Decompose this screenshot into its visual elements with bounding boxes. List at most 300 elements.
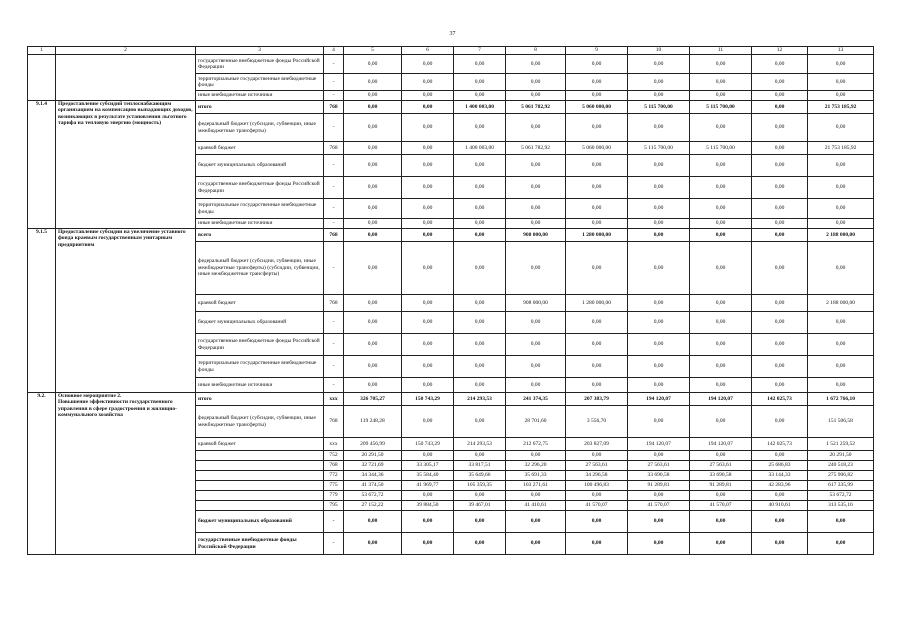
row-number: 9.2. (28, 393, 56, 555)
value-cell: 0,00 (752, 295, 808, 312)
value-cell: 0,00 (752, 334, 808, 356)
measure-title: Основное мероприятие 2. (58, 393, 122, 399)
value-cell: 0,00 (566, 74, 628, 91)
code-cell: - (324, 74, 344, 91)
value-cell: 0,00 (402, 242, 454, 295)
value-cell: 40 910,61 (752, 501, 808, 511)
source-cell: иные внебюджетные источники (196, 91, 324, 101)
value-cell: 21 753 185,92 (808, 142, 874, 155)
value-cell: 0,00 (566, 451, 628, 461)
value-cell: 0,00 (690, 378, 752, 393)
value-cell: 194 120,07 (628, 438, 690, 451)
value-cell: 207 383,79 (566, 393, 628, 406)
value-cell: 0,00 (506, 356, 566, 378)
value-cell: 0,00 (344, 114, 402, 142)
code-cell: - (324, 356, 344, 378)
value-cell: 0,00 (454, 242, 506, 295)
value-cell: 0,00 (344, 334, 402, 356)
value-cell: 194 120,07 (690, 393, 752, 406)
value-cell: 214 293,53 (454, 438, 506, 451)
value-cell: 0,00 (402, 334, 454, 356)
value-cell: 0,00 (628, 177, 690, 199)
value-cell: 32 296,20 (506, 461, 566, 471)
code-cell: 795 (324, 501, 344, 511)
row-description (56, 55, 196, 101)
value-cell: 0,00 (344, 229, 402, 242)
value-cell: 20 291,50 (344, 451, 402, 461)
value-cell: 5 060 000,00 (566, 101, 628, 114)
code-cell: - (324, 114, 344, 142)
value-cell: 0,00 (752, 142, 808, 155)
source-cell: иные внебюджетные источники (196, 219, 324, 229)
value-cell: 0,00 (628, 378, 690, 393)
source-cell: краевой бюджет (196, 438, 324, 451)
value-cell: 1 280 000,00 (566, 295, 628, 312)
column-header: 4 (324, 47, 344, 55)
value-cell: 0,00 (808, 312, 874, 334)
code-cell: - (324, 199, 344, 219)
value-cell: 0,00 (690, 406, 752, 438)
column-header: 13 (808, 47, 874, 55)
value-cell: 0,00 (506, 74, 566, 91)
table-row (28, 229, 874, 242)
code-cell: 772 (324, 471, 344, 481)
source-cell (196, 451, 324, 461)
value-cell: 0,00 (690, 312, 752, 334)
value-cell: 150 743,29 (402, 438, 454, 451)
value-cell: 0,00 (628, 511, 690, 533)
value-cell: 0,00 (402, 378, 454, 393)
value-cell: 41 410,61 (506, 501, 566, 511)
value-cell: 0,00 (566, 114, 628, 142)
value-cell: 0,00 (752, 177, 808, 199)
row-description (56, 393, 196, 555)
value-cell: 25 686,83 (752, 461, 808, 471)
value-cell: 0,00 (506, 219, 566, 229)
value-cell: 0,00 (506, 451, 566, 461)
value-cell: 0,00 (506, 242, 566, 295)
source-cell: бюджет муниципальных образований (196, 155, 324, 177)
value-cell: 0,00 (690, 55, 752, 74)
value-cell: 0,00 (402, 356, 454, 378)
value-cell: 0,00 (690, 91, 752, 101)
value-cell: 0,00 (752, 229, 808, 242)
value-cell: 2 188 000,00 (808, 229, 874, 242)
value-cell: 0,00 (808, 199, 874, 219)
value-cell: 0,00 (628, 295, 690, 312)
value-cell: 2 188 000,00 (808, 295, 874, 312)
value-cell: 35 649,66 (454, 471, 506, 481)
value-cell: 0,00 (344, 142, 402, 155)
value-cell: 0,00 (566, 356, 628, 378)
table-row (28, 393, 874, 406)
value-cell: 617 335,99 (808, 481, 874, 491)
value-cell: 0,00 (402, 219, 454, 229)
value-cell: 0,00 (808, 378, 874, 393)
value-cell: 0,00 (344, 312, 402, 334)
value-cell: 0,00 (402, 74, 454, 91)
value-cell: 0,00 (454, 511, 506, 533)
budget-table (27, 46, 874, 555)
value-cell: 0,00 (402, 406, 454, 438)
value-cell: 0,00 (506, 511, 566, 533)
value-cell: 194 120,07 (628, 393, 690, 406)
value-cell: 35 691,33 (506, 471, 566, 481)
value-cell: 35 584,40 (402, 471, 454, 481)
value-cell: 0,00 (454, 74, 506, 91)
value-cell: 0,00 (808, 533, 874, 555)
value-cell: 0,00 (752, 155, 808, 177)
value-cell: 0,00 (690, 451, 752, 461)
value-cell: 0,00 (454, 295, 506, 312)
code-cell: 768 (324, 142, 344, 155)
value-cell: 0,00 (344, 177, 402, 199)
source-cell: федеральный бюджет (субсидии, субвенции, иные межбюджетные трансферты) (196, 406, 324, 438)
column-header: 1 (28, 47, 56, 55)
value-cell: 0,00 (344, 378, 402, 393)
code-cell: - (324, 91, 344, 101)
value-cell: 0,00 (402, 451, 454, 461)
column-header: 2 (56, 47, 196, 55)
value-cell: 0,00 (752, 91, 808, 101)
value-cell: 41 570,07 (628, 501, 690, 511)
value-cell: 212 672,75 (506, 438, 566, 451)
value-cell: 91 289,81 (628, 481, 690, 491)
value-cell: 0,00 (752, 242, 808, 295)
value-cell: 0,00 (628, 334, 690, 356)
value-cell: 0,00 (506, 155, 566, 177)
source-cell: краевой бюджет (196, 295, 324, 312)
source-cell: бюджет муниципальных образований (196, 312, 324, 334)
value-cell: 105 359,35 (454, 481, 506, 491)
value-cell: 33 305,17 (402, 461, 454, 471)
value-cell: 27 563,61 (628, 461, 690, 471)
value-cell: 0,00 (506, 55, 566, 74)
value-cell: 0,00 (690, 356, 752, 378)
value-cell: 0,00 (506, 378, 566, 393)
value-cell: 1 400 003,00 (454, 142, 506, 155)
source-cell: федеральный бюджет (субсидии, субвенции, иные межбюджетные трансферты) (субсидии, субвенции, иные межбюджетные трансферты) (196, 242, 324, 295)
column-header: 9 (566, 47, 628, 55)
value-cell: 0,00 (566, 491, 628, 501)
value-cell: 0,00 (344, 74, 402, 91)
code-cell: ххх (324, 393, 344, 406)
value-cell: 1 672 766,10 (808, 393, 874, 406)
value-cell: 41 374,50 (344, 481, 402, 491)
value-cell: 0,00 (690, 229, 752, 242)
value-cell: 0,00 (402, 199, 454, 219)
source-cell: территориальные государственные внебюджетные фонды (196, 356, 324, 378)
value-cell: 0,00 (454, 312, 506, 334)
row-description: Предоставление субсидии на увеличение уставного фонда краевым государственным унитарным предприятиям (56, 229, 196, 393)
value-cell: 42 283,96 (752, 481, 808, 491)
value-cell: 0,00 (628, 491, 690, 501)
value-cell: 5 115 700,00 (628, 101, 690, 114)
value-cell: 0,00 (690, 533, 752, 555)
code-cell: 779 (324, 491, 344, 501)
value-cell: 151 506,58 (808, 406, 874, 438)
source-cell: федеральный бюджет (субсидии, субвенции, иные межбюджетные трансферты) (196, 114, 324, 142)
value-cell: 33 817,51 (454, 461, 506, 471)
value-cell: 1 400 003,00 (454, 101, 506, 114)
code-cell: - (324, 334, 344, 356)
column-header: 10 (628, 47, 690, 55)
value-cell: 0,00 (402, 177, 454, 199)
source-cell: территориальные государственные внебюджетные фонды (196, 74, 324, 91)
value-cell: 0,00 (628, 312, 690, 334)
value-cell: 0,00 (690, 219, 752, 229)
value-cell: 0,00 (454, 219, 506, 229)
value-cell: 0,00 (344, 511, 402, 533)
value-cell: 33 690,58 (690, 471, 752, 481)
value-cell: 0,00 (808, 511, 874, 533)
value-cell: 41 570,07 (690, 501, 752, 511)
value-cell: 908 000,00 (506, 229, 566, 242)
value-cell: 5 115 700,00 (690, 101, 752, 114)
code-cell: 775 (324, 481, 344, 491)
value-cell: 313 535,16 (808, 501, 874, 511)
value-cell: 0,00 (454, 334, 506, 356)
code-cell: - (324, 312, 344, 334)
value-cell: 33 690,58 (628, 471, 690, 481)
value-cell: 0,00 (690, 334, 752, 356)
table-row (28, 101, 874, 114)
value-cell: 0,00 (402, 114, 454, 142)
value-cell: 0,00 (454, 533, 506, 555)
value-cell: 41 570,07 (566, 501, 628, 511)
row-number: 9.1.5 (28, 229, 56, 393)
value-cell: 0,00 (506, 199, 566, 219)
value-cell: 0,00 (344, 356, 402, 378)
value-cell: 5 115 700,00 (690, 142, 752, 155)
code-cell: - (324, 511, 344, 533)
value-cell: 0,00 (808, 356, 874, 378)
value-cell: 0,00 (690, 511, 752, 533)
value-cell: 0,00 (690, 199, 752, 219)
value-cell: 0,00 (566, 91, 628, 101)
value-cell: 0,00 (344, 219, 402, 229)
value-cell: 0,00 (402, 511, 454, 533)
value-cell: 0,00 (506, 114, 566, 142)
value-cell: 0,00 (808, 55, 874, 74)
value-cell: 0,00 (402, 155, 454, 177)
source-cell (196, 491, 324, 501)
value-cell: 32 721,69 (344, 461, 402, 471)
source-cell: итого (196, 393, 324, 406)
value-cell: 27 563,61 (566, 461, 628, 471)
source-cell: территориальные государственные внебюджетные фонды (196, 199, 324, 219)
value-cell: 1 280 000,00 (566, 229, 628, 242)
value-cell: 0,00 (402, 101, 454, 114)
value-cell: 0,00 (344, 295, 402, 312)
value-cell: 0,00 (690, 74, 752, 91)
value-cell: 0,00 (402, 91, 454, 101)
value-cell: 0,00 (566, 378, 628, 393)
value-cell: 0,00 (808, 74, 874, 91)
value-cell: 0,00 (506, 491, 566, 501)
value-cell: 0,00 (752, 219, 808, 229)
source-cell: итого (196, 101, 324, 114)
source-cell (196, 461, 324, 471)
value-cell: 28 701,60 (506, 406, 566, 438)
value-cell: 0,00 (566, 55, 628, 74)
value-cell: 0,00 (344, 199, 402, 219)
value-cell: 0,00 (690, 155, 752, 177)
value-cell: 0,00 (808, 91, 874, 101)
value-cell: 39 467,01 (454, 501, 506, 511)
value-cell: 908 000,00 (506, 295, 566, 312)
value-cell: 0,00 (752, 378, 808, 393)
table-row (28, 47, 874, 55)
value-cell: 0,00 (506, 533, 566, 555)
value-cell: 0,00 (808, 219, 874, 229)
value-cell: 0,00 (628, 155, 690, 177)
value-cell: 53 672,72 (808, 491, 874, 501)
code-cell: - (324, 378, 344, 393)
value-cell: 0,00 (344, 55, 402, 74)
code-cell: - (324, 55, 344, 74)
value-cell: 0,00 (752, 101, 808, 114)
value-cell: 0,00 (752, 451, 808, 461)
value-cell: 0,00 (628, 406, 690, 438)
value-cell: 41 969,77 (402, 481, 454, 491)
value-cell: 3 556,70 (566, 406, 628, 438)
value-cell: 142 025,73 (752, 393, 808, 406)
value-cell: 0,00 (566, 312, 628, 334)
column-header: 12 (752, 47, 808, 55)
value-cell: 0,00 (752, 199, 808, 219)
code-cell: 768 (324, 461, 344, 471)
value-cell: 0,00 (808, 242, 874, 295)
value-cell: 0,00 (402, 491, 454, 501)
value-cell: 0,00 (402, 142, 454, 155)
value-cell: 0,00 (454, 155, 506, 177)
value-cell: 0,00 (566, 199, 628, 219)
value-cell: 0,00 (752, 55, 808, 74)
column-header: 5 (344, 47, 402, 55)
value-cell: 100 496,83 (566, 481, 628, 491)
code-cell: 752 (324, 451, 344, 461)
code-cell: - (324, 177, 344, 199)
value-cell: 0,00 (752, 114, 808, 142)
value-cell: 0,00 (344, 242, 402, 295)
value-cell: 0,00 (628, 114, 690, 142)
value-cell: 39 884,50 (402, 501, 454, 511)
value-cell: 0,00 (454, 55, 506, 74)
value-cell: 0,00 (454, 451, 506, 461)
value-cell: 0,00 (402, 55, 454, 74)
value-cell: 0,00 (690, 295, 752, 312)
value-cell: 0,00 (454, 91, 506, 101)
value-cell: 0,00 (628, 199, 690, 219)
value-cell: 150 743,29 (402, 393, 454, 406)
value-cell: 0,00 (690, 491, 752, 501)
value-cell: 241 374,35 (506, 393, 566, 406)
value-cell: 0,00 (566, 334, 628, 356)
value-cell: 5 061 782,92 (506, 101, 566, 114)
value-cell: 0,00 (506, 91, 566, 101)
value-cell: 0,00 (752, 533, 808, 555)
value-cell: 0,00 (628, 356, 690, 378)
value-cell: 0,00 (752, 491, 808, 501)
column-header: 3 (196, 47, 324, 55)
value-cell: 0,00 (690, 242, 752, 295)
value-cell: 0,00 (454, 114, 506, 142)
column-header: 11 (690, 47, 752, 55)
value-cell: 0,00 (566, 242, 628, 295)
value-cell: 33 144,33 (752, 471, 808, 481)
page-number: 37 (449, 31, 456, 37)
source-cell: иные внебюджетные источники (196, 378, 324, 393)
value-cell: 0,00 (566, 511, 628, 533)
value-cell: 119 248,28 (344, 406, 402, 438)
column-header: 8 (506, 47, 566, 55)
code-cell: - (324, 242, 344, 295)
source-cell (196, 481, 324, 491)
value-cell: 0,00 (752, 406, 808, 438)
column-header: 7 (454, 47, 506, 55)
value-cell: 0,00 (808, 114, 874, 142)
value-cell: 0,00 (454, 229, 506, 242)
value-cell: 0,00 (808, 177, 874, 199)
value-cell: 0,00 (752, 74, 808, 91)
row-number (28, 55, 56, 101)
value-cell: 91 289,81 (690, 481, 752, 491)
value-cell: 203 827,09 (566, 438, 628, 451)
value-cell: 0,00 (454, 378, 506, 393)
value-cell: 0,00 (344, 91, 402, 101)
value-cell: 0,00 (454, 491, 506, 501)
value-cell: 0,00 (752, 312, 808, 334)
code-cell: 768 (324, 229, 344, 242)
value-cell: 5 061 782,92 (506, 142, 566, 155)
value-cell: 0,00 (344, 101, 402, 114)
value-cell: 275 906,82 (808, 471, 874, 481)
code-cell: - (324, 155, 344, 177)
value-cell: 0,00 (690, 177, 752, 199)
value-cell: 0,00 (628, 219, 690, 229)
value-cell: 0,00 (454, 199, 506, 219)
value-cell: 209 456,99 (344, 438, 402, 451)
row-description: Предоставление субсидий теплоснабжающим организациям на компенсацию выпадающих доходов, возникающих в результате установления льготного тарифа на тепловую энергию (мощность) (56, 101, 196, 229)
value-cell: 21 753 185,92 (808, 101, 874, 114)
source-cell: всего (196, 229, 324, 242)
value-cell: 240 518,23 (808, 461, 874, 471)
source-cell: государственные внебюджетные фонды Российской Федерации (196, 533, 324, 555)
value-cell: 0,00 (402, 533, 454, 555)
value-cell: 0,00 (344, 533, 402, 555)
value-cell: 0,00 (566, 219, 628, 229)
value-cell: 0,00 (752, 356, 808, 378)
value-cell: 0,00 (506, 177, 566, 199)
value-cell: 0,00 (566, 155, 628, 177)
source-cell (196, 471, 324, 481)
source-cell: краевой бюджет (196, 142, 324, 155)
value-cell: 0,00 (454, 356, 506, 378)
value-cell: 0,00 (808, 155, 874, 177)
value-cell: 0,00 (454, 406, 506, 438)
value-cell: 142 025,73 (752, 438, 808, 451)
value-cell: 5 060 000,00 (566, 142, 628, 155)
value-cell: 214 293,53 (454, 393, 506, 406)
value-cell: 0,00 (808, 334, 874, 356)
code-cell: 768 (324, 101, 344, 114)
source-cell (196, 501, 324, 511)
value-cell: 0,00 (344, 155, 402, 177)
value-cell: 0,00 (506, 312, 566, 334)
column-header: 6 (402, 47, 454, 55)
value-cell: 0,00 (628, 451, 690, 461)
